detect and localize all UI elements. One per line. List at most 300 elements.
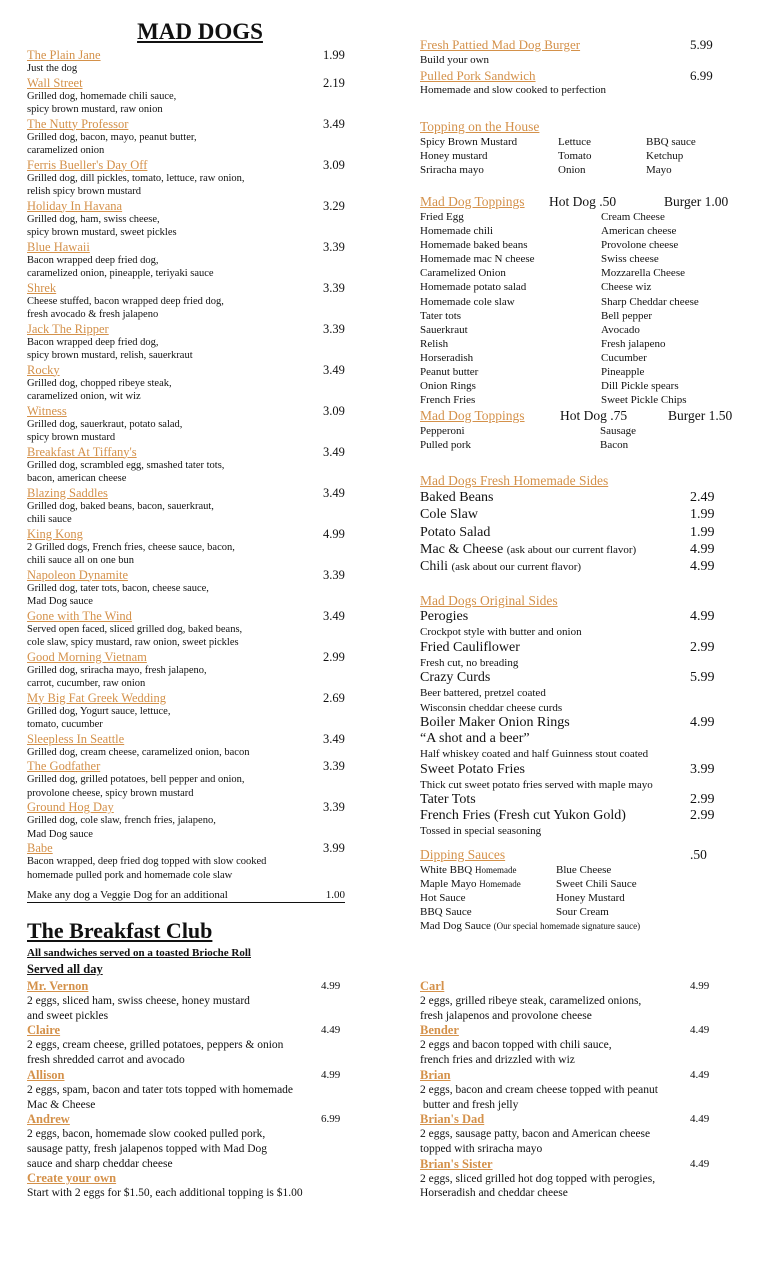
menu-item-description: relish spicy brown mustard	[27, 186, 142, 197]
mad-dogs-list	[27, 48, 357, 882]
topping-item: Mozzarella Cheese	[601, 267, 685, 280]
menu-item-name: Holiday In Havana	[27, 198, 123, 213]
breakfast-item-price: 4.49	[690, 1068, 710, 1081]
section-title: Mad Dogs Fresh Homemade Sides	[420, 473, 609, 488]
breakfast-item-name: Claire	[27, 1023, 61, 1038]
side-name: Cole Slaw	[420, 507, 478, 523]
side-price: 2.99	[690, 792, 715, 807]
menu-item-description: spicy brown mustard, raw onion	[27, 104, 163, 115]
menu-item-description: Grilled dog, scrambled egg, smashed tater tots,	[27, 459, 225, 471]
breakfast-item-name: Andrew	[27, 1112, 70, 1127]
side-row	[420, 558, 760, 575]
menu-item-description: Bacon wrapped deep fried dog,	[27, 254, 159, 266]
topping-item: Homemade cole slaw	[420, 295, 515, 308]
menu-item-price: 3.39	[323, 759, 345, 773]
topping-row	[420, 424, 760, 438]
breakfast-item-name: Create your own	[27, 1171, 117, 1186]
menu-item-name: Good Morning Vietnam	[27, 649, 147, 664]
menu-item-price: 3.09	[323, 157, 345, 172]
topping-row	[420, 224, 760, 238]
side-name: Crazy Curds	[420, 670, 491, 685]
side-name: Tater Tots	[420, 792, 476, 807]
topping-item: Cheese wiz	[601, 281, 652, 294]
topping-item: Relish	[420, 337, 449, 350]
toppings-header	[420, 193, 760, 210]
toppings-header	[420, 407, 760, 424]
burgers-list	[420, 37, 760, 98]
breakfast-item-description: Mac & Cheese	[27, 1098, 96, 1111]
menu-item-description: carrot, cucumber, raw onion	[27, 678, 146, 689]
menu-item-description: Grilled dog, sriracha mayo, fresh jalapeno,	[27, 664, 207, 676]
menu-item-description: Grilled dog, chopped ribeye steak,	[27, 377, 172, 389]
side-price: 1.99	[690, 524, 715, 540]
menu-item-description: Grilled dog, ham, swiss cheese,	[27, 213, 160, 225]
topping-row	[420, 393, 760, 407]
menu-item-description: 2 Grilled dogs, French fries, cheese sauce, bacon,	[27, 541, 235, 553]
sauce-row	[420, 863, 760, 877]
breakfast-item-description: 2 eggs, sausage patty, bacon and American cheese	[420, 1128, 651, 1141]
side-price: 2.99	[690, 808, 715, 823]
breakfast-item-description: topped with sriracha mayo	[420, 1142, 543, 1155]
menu-item-description: fresh avocado & fresh jalapeno	[27, 309, 159, 320]
side-row	[420, 640, 760, 656]
breakfast-right-list	[420, 979, 760, 1201]
breakfast-item-name: Brian	[420, 1067, 451, 1082]
topping-item: Sauerkraut	[420, 323, 468, 336]
side-price: 2.49	[690, 490, 715, 505]
side-name: Perogies	[420, 609, 469, 624]
menu-item-description: Grilled dog, sauerkraut, potato salad,	[27, 418, 183, 430]
menu-item-row	[27, 322, 357, 336]
burger-description: Homemade and slow cooked to perfection	[420, 84, 607, 96]
menu-item-name: Sleepless In Seattle	[27, 731, 125, 746]
menu-item-description: caramelized onion, wit wiz	[27, 391, 141, 402]
menu-item-price: 3.49	[323, 116, 345, 131]
topping-row	[420, 266, 760, 280]
topping-item: Homemade chili	[420, 225, 494, 238]
breakfast-item-description: 2 eggs, sliced grilled hot dog topped with perogies,	[420, 1172, 656, 1185]
house-toppings	[420, 118, 760, 177]
sauce-item	[556, 863, 611, 877]
side-price: 4.99	[690, 715, 715, 730]
menu-item-description: Grilled dog, homemade chili sauce,	[27, 90, 177, 102]
topping-row	[420, 379, 760, 393]
breakfast-item-row	[27, 979, 367, 994]
breakfast-item-row	[27, 1171, 367, 1186]
breakfast-item-description: fresh shredded carrot and avocado	[27, 1054, 185, 1067]
menu-item-name: Babe	[27, 841, 53, 855]
menu-item-row	[27, 199, 357, 213]
topping-item: French Fries	[420, 394, 476, 407]
breakfast-item-description: sausage patty, fresh jalapenos topped with Mad Dog	[27, 1142, 268, 1155]
sauce-name: Sour Cream	[556, 906, 609, 919]
menu-item-price: 3.39	[323, 280, 345, 295]
side-description: Thick cut sweet potato fries served with maple mayo	[420, 778, 653, 791]
sauce-name: Blue Cheese	[556, 864, 612, 876]
breakfast-item-description: 2 eggs, spam, bacon and tater tots topped with homemade	[27, 1083, 294, 1096]
breakfast-item-name: Allison	[27, 1067, 65, 1082]
menu-item-row	[27, 732, 357, 746]
side-price: 4.99	[690, 559, 715, 575]
menu-item-row	[27, 240, 357, 254]
breakfast-item-name: Brian's Sister	[420, 1156, 493, 1171]
topping-row	[420, 323, 760, 337]
menu-item-description: bacon, american cheese	[27, 473, 127, 484]
menu-item-price: 4.99	[323, 526, 345, 541]
side-price: 4.99	[690, 609, 715, 624]
topping-item: Pulled pork	[420, 439, 472, 452]
breakfast-item-price: 4.49	[321, 1024, 341, 1037]
topping-item: Homemade potato salad	[420, 281, 527, 294]
menu-item-description: spicy brown mustard	[27, 432, 116, 443]
hot-dog-price: Hot Dog .50	[549, 194, 617, 209]
menu-item-description: Grilled dog, bacon, mayo, peanut butter,	[27, 131, 197, 143]
breakfast-item-description: fresh jalapenos and provolone cheese	[420, 1009, 592, 1022]
menu-item-row	[27, 691, 357, 705]
side-row	[420, 731, 760, 747]
side-name: French Fries (Fresh cut Yukon Gold)	[420, 808, 626, 823]
sauce-item	[556, 905, 609, 919]
topping-row	[420, 252, 760, 266]
mad-dogs-title: MAD DOGS	[137, 19, 263, 44]
side-note: (ask about our current flavor)	[506, 543, 637, 556]
sauce-item	[420, 905, 472, 919]
veggie-line	[27, 889, 345, 903]
topping-item: Swiss cheese	[601, 253, 659, 266]
side-description: Beer battered, pretzel coated	[420, 687, 546, 699]
menu-item-price: 3.49	[323, 485, 345, 500]
menu-item-name: The Godfather	[27, 759, 101, 773]
sauce-name: White BBQ	[420, 864, 473, 876]
veggie-text: Make any dog a Veggie Dog for an additional	[27, 889, 228, 901]
menu-item-description: caramelized onion	[27, 145, 105, 156]
burger-row	[420, 68, 760, 84]
breakfast-item-row	[27, 1023, 367, 1038]
sauce-name: Hot Sauce	[420, 892, 466, 905]
breakfast-item-price: 4.99	[321, 1068, 341, 1081]
menu-item-row	[27, 650, 357, 664]
topping-item: BBQ sauce	[646, 136, 696, 148]
topping-item: Honey mustard	[420, 150, 488, 163]
menu-item-description: Grilled dog, cream cheese, caramelized onion, bacon	[27, 746, 250, 758]
menu-item-row	[27, 609, 357, 623]
menu-item-row	[27, 281, 357, 295]
sauce-note: (Our special homemade signature sauce)	[493, 921, 641, 932]
dipping-price: .50	[690, 847, 707, 862]
side-price: 2.99	[690, 639, 715, 655]
breakfast-item-description: 2 eggs, sliced ham, swiss cheese, honey mustard	[27, 995, 250, 1007]
menu-item-row	[27, 800, 357, 814]
burger-description: Build your own	[420, 53, 490, 66]
topping-item: Dill Pickle spears	[601, 380, 679, 393]
menu-item-name: Blazing Saddles	[27, 485, 108, 500]
sauce-item	[556, 891, 625, 905]
menu-item-row	[27, 486, 357, 500]
sauce-note: Homemade	[479, 879, 521, 890]
menu-item-description: spicy brown mustard, sweet pickles	[27, 227, 177, 238]
side-description: Wisconsin cheddar cheese curds	[420, 701, 563, 714]
section-title: Topping on the House	[420, 119, 540, 134]
side-name: Baked Beans	[420, 490, 494, 505]
menu-item-row	[27, 445, 357, 459]
breakfast-item-price: 4.49	[690, 1113, 710, 1126]
menu-item-name: Blue Hawaii	[27, 239, 90, 254]
topping-item: Onion	[558, 164, 586, 177]
side-row	[420, 792, 760, 808]
breakfast-item-description: and sweet pickles	[27, 1009, 109, 1022]
topping-item: Tomato	[558, 150, 592, 163]
menu-item-description: Bacon wrapped deep fried dog,	[27, 336, 159, 348]
topping-row	[420, 351, 760, 365]
topping-item: Pepperoni	[420, 425, 465, 437]
breakfast-item-description: 2 eggs, bacon and cream cheese topped with peanut	[420, 1083, 658, 1096]
topping-item: Sharp Cheddar cheese	[601, 295, 699, 308]
section-title: Mad Dogs Original Sides	[420, 593, 558, 608]
breakfast-item-row	[420, 1112, 760, 1127]
topping-item: Ketchup	[646, 150, 684, 163]
side-price: 3.99	[690, 761, 715, 777]
sauce-item	[420, 863, 516, 877]
breakfast-subtitle: All sandwiches served on a toasted Brioche Roll	[27, 947, 251, 959]
menu-item-description: Cheese stuffed, bacon wrapped deep fried dog,	[27, 295, 224, 307]
menu-item-name: My Big Fat Greek Wedding	[27, 690, 167, 705]
topping-item: Avocado	[601, 323, 640, 336]
menu-item-price: 3.49	[323, 362, 345, 377]
menu-item-name: The Plain Jane	[27, 48, 101, 62]
breakfast-item-description: 2 eggs, cream cheese, grilled potatoes, peppers & onion	[27, 1039, 284, 1052]
menu-item-description: provolone cheese, spicy brown mustard	[27, 787, 194, 799]
topping-item: Fried Egg	[420, 211, 464, 223]
topping-item: Spicy Brown Mustard	[420, 136, 518, 148]
burger-name: Fresh Pattied Mad Dog Burger	[420, 37, 581, 52]
menu-item-price: 3.09	[323, 403, 345, 418]
menu-item-description: Grilled dog, cole slaw, french fries, jalapeno,	[27, 815, 216, 826]
menu-item-row	[27, 759, 357, 773]
breakfast-item-price: 4.99	[321, 980, 341, 992]
topping-item: Sweet Pickle Chips	[601, 394, 687, 407]
menu-item-description: caramelized onion, pineapple, teriyaki sauce	[27, 268, 214, 279]
side-description: Tossed in special seasoning	[420, 825, 542, 837]
topping-item: American cheese	[601, 225, 677, 238]
section-title: Mad Dog Toppings	[420, 194, 525, 209]
topping-item: Lettuce	[558, 136, 591, 148]
side-name: Chili	[420, 559, 449, 575]
menu-item-name: Shrek	[27, 280, 57, 295]
hot-dog-price: Hot Dog .75	[560, 408, 628, 423]
menu-item-price: 3.39	[323, 567, 345, 582]
breakfast-item-name: Bender	[420, 1023, 459, 1038]
breakfast-item-row	[27, 1068, 367, 1083]
breakfast-item-description: Start with 2 eggs for $1.50, each additional topping is $1.00	[27, 1187, 303, 1200]
side-row	[420, 762, 760, 778]
topping-item: Fresh jalapeno	[601, 337, 666, 350]
menu-item-name: Breakfast At Tiffany's	[27, 444, 137, 459]
topping-item: Provolone cheese	[601, 239, 679, 252]
sauce-row	[420, 891, 760, 905]
sauce-item	[420, 891, 466, 905]
menu-item-description: Grilled dog, grilled potatoes, bell pepper and onion,	[27, 774, 245, 785]
side-row	[420, 489, 760, 506]
menu-item-price: 3.49	[323, 608, 345, 623]
side-description: Half whiskey coated and half Guinness stout coated	[420, 748, 649, 760]
breakfast-item-description: sauce and sharp cheddar cheese	[27, 1157, 173, 1170]
breakfast-item-price: 6.99	[321, 1113, 341, 1126]
sauce-row	[420, 905, 760, 919]
menu-item-name: Rocky	[27, 362, 60, 377]
menu-item-description: chili sauce	[27, 514, 72, 525]
menu-item-name: King Kong	[27, 526, 83, 541]
menu-item-description: homemade pulled pork and homemade cole slaw	[27, 869, 233, 881]
menu-item-description: Grilled dog, tater tots, bacon, cheese sauce,	[27, 582, 209, 594]
sauce-name: Maple Mayo	[420, 878, 477, 891]
menu-item-description: Just the dog	[27, 63, 78, 74]
breakfast-item-description: 2 eggs, bacon, homemade slow cooked pulled pork,	[27, 1128, 266, 1141]
topping-row	[420, 238, 760, 252]
menu-item-price: 3.99	[323, 841, 345, 855]
breakfast-served: Served all day	[27, 962, 103, 976]
menu-item-description: Grilled dog, baked beans, bacon, sauerkraut,	[27, 500, 214, 512]
section-title: Dipping Sauces	[420, 847, 506, 862]
menu-item-price: 3.39	[323, 800, 345, 814]
menu-item-row	[27, 117, 357, 131]
burger-price: Burger 1.50	[668, 408, 733, 423]
menu-item-row	[27, 527, 357, 541]
breakfast-item-row	[420, 1023, 760, 1038]
menu-item-price: 3.49	[323, 444, 345, 459]
menu-item-description: spicy brown mustard, relish, sauerkraut	[27, 350, 193, 361]
side-price: 1.99	[690, 507, 715, 523]
breakfast-item-price: 4.99	[690, 980, 710, 992]
topping-row	[420, 135, 760, 149]
side-name: “A shot and a beer”	[420, 731, 530, 746]
side-name: Fried Cauliflower	[420, 639, 520, 655]
side-row	[420, 506, 760, 523]
sauce-item	[420, 877, 521, 891]
menu-item-price: 3.29	[323, 198, 345, 213]
menu-item-description: Served open faced, sliced grilled dog, baked beans,	[27, 623, 243, 635]
section-title: Mad Dog Toppings	[420, 408, 525, 423]
sauce-name: Sweet Chili Sauce	[556, 878, 637, 891]
menu-item-name: Wall Street	[27, 75, 83, 90]
side-row	[420, 715, 760, 731]
topping-row	[420, 309, 760, 323]
original-sides	[420, 592, 760, 839]
homemade-sides	[420, 472, 760, 575]
menu-item-row	[27, 158, 357, 172]
side-name: Boiler Maker Onion Rings	[420, 715, 570, 730]
menu-item-price: 2.69	[323, 690, 345, 705]
side-name: Potato Salad	[420, 524, 491, 540]
sauce-name: BBQ Sauce	[420, 906, 472, 919]
breakfast-item-description: 2 eggs and bacon topped with chili sauce,	[420, 1039, 612, 1052]
topping-item: Pineapple	[601, 366, 645, 379]
side-row	[420, 670, 760, 686]
side-row	[420, 609, 760, 625]
dipping-sauces	[420, 846, 760, 933]
breakfast-item-description: butter and fresh jelly	[420, 1098, 519, 1111]
menu-item-row	[27, 76, 357, 90]
menu-item-description: tomato, cucumber	[27, 719, 103, 730]
breakfast-item-name: Carl	[420, 979, 445, 993]
topping-item: Sriracha mayo	[420, 164, 484, 177]
topping-item: Homemade baked beans	[420, 239, 528, 252]
topping-row	[420, 337, 760, 351]
topping-item: Sausage	[600, 425, 637, 437]
topping-item: Caramelized Onion	[420, 267, 506, 280]
topping-item: Onion Rings	[420, 380, 476, 393]
veggie-price: 1.00	[325, 889, 345, 901]
topping-row	[420, 295, 760, 309]
dipping-header	[420, 846, 760, 863]
topping-item: Homemade mac N cheese	[420, 253, 535, 266]
menu-item-name: Jack The Ripper	[27, 321, 109, 336]
side-description: Crockpot style with butter and onion	[420, 626, 582, 638]
breakfast-item-row	[27, 1112, 367, 1127]
breakfast-title: The Breakfast Club	[27, 918, 213, 943]
topping-row	[420, 149, 760, 163]
menu-item-row	[27, 363, 357, 377]
burger-price: Burger 1.00	[664, 194, 729, 209]
mad-dog-toppings-2	[420, 407, 760, 452]
menu-item-description: Mad Dog sauce	[27, 596, 93, 607]
menu-item-description: Grilled dog, dill pickles, tomato, lettuce, raw onion,	[27, 172, 245, 184]
menu-item-description: Mad Dog sauce	[27, 828, 93, 840]
topping-item: Bell pepper	[601, 309, 653, 322]
topping-item: Tater tots	[420, 309, 462, 322]
breakfast-item-row	[420, 979, 760, 994]
menu-item-name: Ferris Bueller's Day Off	[27, 157, 148, 172]
burger-name: Pulled Pork Sandwich	[420, 67, 536, 83]
menu-item-description: Grilled dog, Yogurt sauce, lettuce,	[27, 705, 171, 717]
breakfast-item-row	[420, 1068, 760, 1083]
topping-row	[420, 210, 760, 224]
burger-price: 6.99	[690, 67, 713, 83]
menu-item-price: 1.99	[323, 48, 345, 62]
breakfast-item-description: french fries and drizzled with wiz	[420, 1054, 575, 1067]
breakfast-item-name: Brian's Dad	[420, 1112, 485, 1127]
menu-item-row	[27, 48, 357, 62]
sauce-name: Honey Mustard	[556, 892, 625, 905]
breakfast-item-price: 4.49	[690, 1024, 710, 1037]
menu-item-description: Bacon wrapped, deep fried dog topped with slow cooked	[27, 856, 267, 867]
side-name: Sweet Potato Fries	[420, 761, 525, 777]
burger-row	[420, 37, 760, 53]
menu-item-price: 3.39	[323, 239, 345, 254]
sauce-item	[556, 877, 637, 891]
sauce-row	[420, 877, 760, 891]
breakfast-item-description: Horseradish and cheddar cheese	[420, 1187, 568, 1200]
topping-row	[420, 438, 760, 452]
sauce-row	[420, 919, 760, 933]
sauce-name: Mad Dog Sauce	[420, 920, 491, 933]
sauce-note: Homemade	[475, 865, 517, 875]
breakfast-item-name: Mr. Vernon	[27, 979, 89, 993]
menu-item-price: 3.49	[323, 731, 345, 746]
topping-item: Horseradish	[420, 351, 474, 364]
topping-item: Cream Cheese	[601, 211, 665, 223]
side-price: 4.99	[690, 541, 715, 557]
menu-item-name: The Nutty Professor	[27, 116, 129, 131]
menu-item-name: Witness	[27, 403, 67, 418]
topping-item: Cucumber	[601, 351, 647, 364]
side-description: Fresh cut, no breading	[420, 656, 519, 669]
menu-item-description: chili sauce all on one bun	[27, 555, 135, 566]
topping-row	[420, 365, 760, 379]
menu-item-name: Ground Hog Day	[27, 800, 114, 814]
topping-row	[420, 280, 760, 294]
menu-item-name: Gone with The Wind	[27, 608, 132, 623]
menu-item-row	[27, 568, 357, 582]
